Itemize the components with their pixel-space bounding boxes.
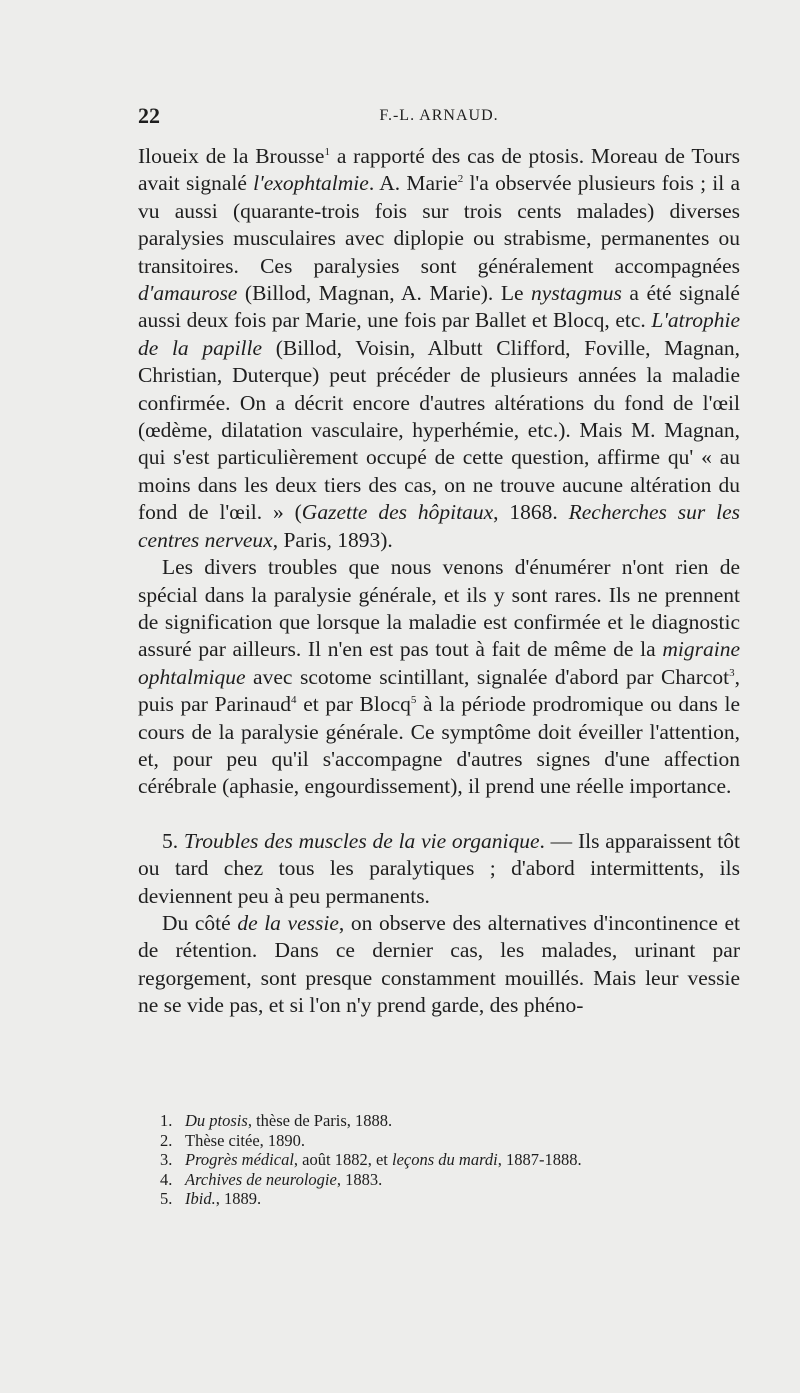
page-header	[138, 103, 740, 133]
section-heading: Troubles des muscles de la vie organique	[183, 828, 540, 853]
footnote-ref: 5	[410, 693, 417, 706]
footnote-3: 3. Progrès médical, août 1882, et leçons du mardi, 1887-1888.	[160, 1150, 582, 1169]
footnote-ref: 4	[291, 693, 297, 706]
footnote-2: 2. Thèse citée, 1890.	[160, 1130, 306, 1150]
paragraph-migraine: Les divers troubles que nous venons d'énumérer n'ont rien de spécial dans la paralysie générale, et ils y sont rares. Ils ne prennent de signification que lorsque la maladie est confirmée et le diagnostic assuré par ailleurs. Il n'en est pas tout à fait de même de la migraine ophtalmique avec scotome scintillant, signalée d'abord par Charcot$^3$, puis par Parinaud$^4$ et par Blocq$^5$ à la période prodromique ou dans le cours de la paralysie générale. Ce symptôme doit éveiller l'attention, et, pour peu qu'il s'accompagne d'autres signes d'une affection cérébrale (aphasie, engourdissement), il prend une réelle importance.	[138, 555, 741, 799]
main-text	[138, 143, 740, 1020]
running-head: F.-L. ARNAUD.	[379, 107, 499, 124]
footnote-ref: 1	[324, 145, 330, 158]
paragraph-eye-symptoms: Iloueix de la Brousse$^1$ a rapporté des cas de ptosis. Moreau de Tours avait signalé l'exophtalmie. A. Marie$^2$ l'a observée plusieurs fois ; il a vu aussi (quarante-trois fois sur trois cents malades) diverses paralysies musculaires avec diplopie ou strabisme, permanentes ou transitoires. Ces paralysies sont généralement accompagnées d'amaurose (Billod, Magnan, A. Marie). Le nystagmus a été signalé aussi deux fois par Marie, une fois par Ballet et Blocq, etc. L'atrophie de la papille (Billod, Voisin, Albutt Clifford, Foville, Magnan, Christian, Duterque) peut précéder de plusieurs années la maladie confirmée. On a décrit encore d'autres altérations du fond de l'œil (œdème, dilatation vasculaire, hyperhémie, etc.). Mais M. Magnan, qui s'est particulièrement occupé de cette question, affirme qu' « au moins dans les deux tiers des cas, on ne trouve aucune altération du fond de l'œil. » (Gazette des hôpitaux, 1868. Recherches sur les centres nerveux, Paris, 1893).	[138, 144, 741, 552]
footnote-1: 1. Du ptosis, thèse de Paris, 1888.	[160, 1111, 393, 1130]
footnote-ref: 2	[457, 173, 464, 186]
paragraph-bladder: Du côté de la vessie, on observe des alternatives d'incontinence et de rétention. Dans ce dernier cas, les malades, urinant par regorgement, sont presque constamment mouillés. Mais leur vessie ne se vide pas, et si l'on n'y prend garde, des phéno-	[138, 910, 741, 1018]
footnotes	[160, 1111, 720, 1209]
footnote-4: 4. Archives de neurologie, 1883.	[160, 1169, 383, 1189]
footnote-ref: 3	[729, 666, 735, 679]
paragraph-section-5: 5. Troubles des muscles de la vie organique. — Ils apparaissent tôt ou tard chez tous les paralytiques ; d'abord intermittents, ils deviennent peu à peu permanents.	[138, 828, 740, 908]
footnote-5: 5. Ibid., 1889.	[160, 1189, 262, 1208]
page-number: 22	[138, 103, 160, 128]
